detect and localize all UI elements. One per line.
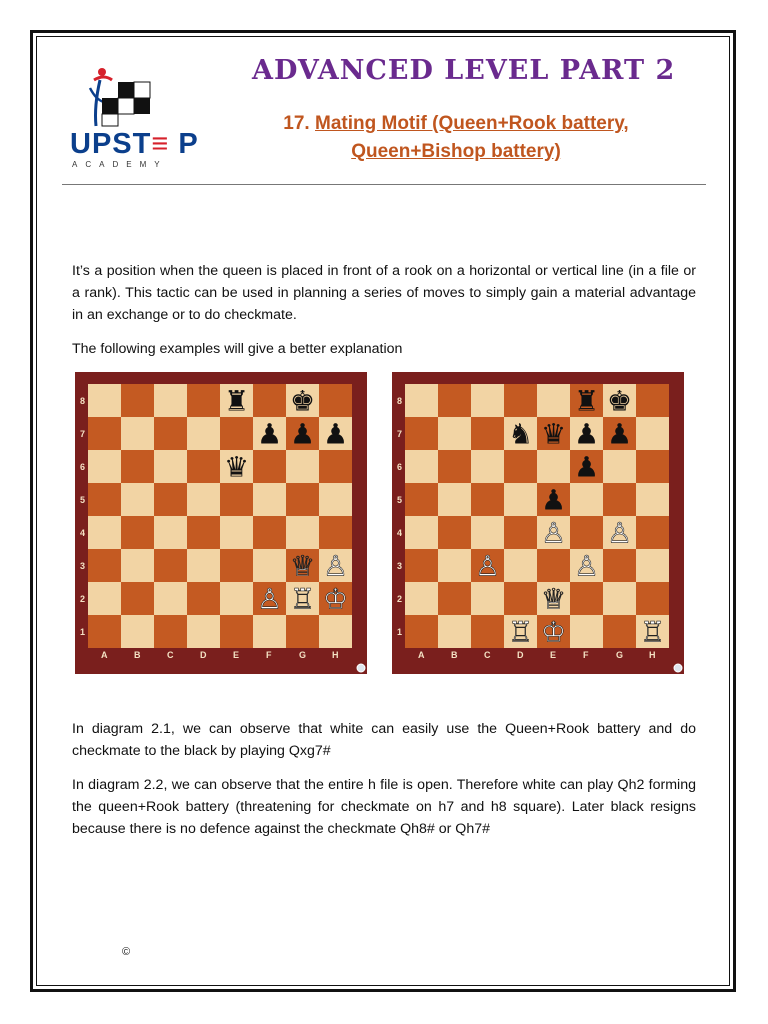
- section-subtitle: [222, 110, 690, 166]
- d2-piece-g8: ♚: [606, 384, 633, 418]
- board-square-b4: [121, 516, 154, 549]
- board-square-b6: [438, 450, 471, 483]
- board-square-f3: [253, 549, 286, 582]
- d2-piece-d1: ♖: [507, 615, 534, 649]
- file-label: G: [616, 650, 624, 660]
- rank-label: 3: [80, 561, 86, 571]
- board-square-g6: [603, 450, 636, 483]
- board-square-f8: [253, 384, 286, 417]
- board-square-f1: [253, 615, 286, 648]
- file-label: D: [517, 650, 524, 660]
- board-square-d4: [187, 516, 220, 549]
- board-square-h4: [636, 516, 669, 549]
- subtitle-line1: Mating Motif (Queen+Rook battery,: [315, 113, 629, 134]
- board-square-h2: [636, 582, 669, 615]
- logo-subtitle: ACADEMY: [72, 160, 168, 169]
- board-square-f4: [253, 516, 286, 549]
- d2-piece-e5: ♟: [540, 483, 567, 517]
- file-label: G: [299, 650, 307, 660]
- board-square-h6: [636, 450, 669, 483]
- rank-label: 4: [80, 528, 86, 538]
- d2-piece-f7: ♟: [573, 417, 600, 451]
- d1-piece-f2: ♙: [256, 582, 283, 616]
- file-label: B: [134, 650, 141, 660]
- page-title: ADVANCED LEVEL PART 2: [252, 55, 676, 86]
- rank-label: 4: [397, 528, 403, 538]
- file-label: D: [200, 650, 207, 660]
- board-square-a5: [405, 483, 438, 516]
- board-square-d4: [504, 516, 537, 549]
- rank-label: 6: [397, 462, 403, 472]
- board-square-c8: [154, 384, 187, 417]
- board-square-f1: [570, 615, 603, 648]
- board-square-g5: [286, 483, 319, 516]
- d2-piece-c3: ♙: [474, 549, 501, 583]
- subtitle-number: 17.: [283, 113, 315, 134]
- board-square-d3: [187, 549, 220, 582]
- board-square-a3: [88, 549, 121, 582]
- diagram1-paragraph: In diagram 2.1, we can observe that white can easily use the Queen+Rook battery and do checkmate to the black by playing Qxg7#: [72, 721, 696, 759]
- board-square-e8: [537, 384, 570, 417]
- rank-label: 7: [80, 429, 86, 439]
- board-square-b5: [438, 483, 471, 516]
- file-label: H: [649, 650, 656, 660]
- board-square-b8: [438, 384, 471, 417]
- d1-piece-h2: ♔: [322, 582, 349, 616]
- file-label: F: [583, 650, 589, 660]
- intro-paragraph: It’s a position when the queen is placed in front of a rook on a horizontal or vertical line (in a file or a rank). This tactic can be used in planning a series of moves to simply gain a material advantage in an exchange or to do checkmate.: [72, 263, 696, 323]
- file-label: C: [484, 650, 491, 660]
- file-label: A: [418, 650, 425, 660]
- board-square-e3: [220, 549, 253, 582]
- board-square-e4: [220, 516, 253, 549]
- d2-piece-e2: ♕: [540, 582, 567, 616]
- board-square-h4: [319, 516, 352, 549]
- board-square-c5: [471, 483, 504, 516]
- chess-diagram-2-1: [75, 372, 367, 674]
- d1-piece-h3: ♙: [322, 549, 349, 583]
- rank-label: 5: [397, 495, 403, 505]
- board-square-c2: [154, 582, 187, 615]
- d2-piece-e7: ♛: [540, 417, 567, 451]
- board-square-e2: [220, 582, 253, 615]
- file-label: E: [550, 650, 557, 660]
- chessboard-1: [75, 372, 367, 674]
- board-square-d7: [187, 417, 220, 450]
- board-square-g1: [603, 615, 636, 648]
- board-square-d8: [187, 384, 220, 417]
- file-label: C: [167, 650, 174, 660]
- board-square-a8: [405, 384, 438, 417]
- board-square-e5: [220, 483, 253, 516]
- rank-label: 6: [80, 462, 86, 472]
- d1-piece-f7: ♟: [256, 417, 283, 451]
- board-square-b3: [121, 549, 154, 582]
- rank-label: 2: [397, 594, 403, 604]
- d1-piece-g7: ♟: [289, 417, 316, 451]
- board-square-a7: [88, 417, 121, 450]
- file-label: B: [451, 650, 458, 660]
- board-square-d6: [504, 450, 537, 483]
- d2-piece-h1: ♖: [639, 615, 666, 649]
- d1-piece-e6: ♛: [223, 450, 250, 484]
- board-square-a3: [405, 549, 438, 582]
- file-label: E: [233, 650, 240, 660]
- board-square-e7: [220, 417, 253, 450]
- board-square-b1: [121, 615, 154, 648]
- d2-piece-f6: ♟: [573, 450, 600, 484]
- board-square-a7: [405, 417, 438, 450]
- d2-piece-d7: ♞: [507, 417, 534, 451]
- board-square-g2: [603, 582, 636, 615]
- board-square-d1: [187, 615, 220, 648]
- board-square-d2: [187, 582, 220, 615]
- board-square-b6: [121, 450, 154, 483]
- board-square-b7: [438, 417, 471, 450]
- logo-wordmark: UPST≡ P: [70, 128, 199, 160]
- d2-piece-g4: ♙: [606, 516, 633, 550]
- board-square-b1: [438, 615, 471, 648]
- board-square-h3: [636, 549, 669, 582]
- board-square-d8: [504, 384, 537, 417]
- d1-piece-g8: ♚: [289, 384, 316, 418]
- rank-label: 2: [80, 594, 86, 604]
- board-square-c4: [154, 516, 187, 549]
- board-square-h1: [319, 615, 352, 648]
- board-square-b3: [438, 549, 471, 582]
- board-square-c2: [471, 582, 504, 615]
- board-square-b4: [438, 516, 471, 549]
- board-square-h6: [319, 450, 352, 483]
- board-square-a1: [88, 615, 121, 648]
- board-square-b7: [121, 417, 154, 450]
- rank-label: 7: [397, 429, 403, 439]
- file-label: A: [101, 650, 108, 660]
- header-divider: [62, 184, 706, 185]
- d2-piece-e4: ♙: [540, 516, 567, 550]
- board-square-c5: [154, 483, 187, 516]
- side-to-move-icon: [674, 664, 682, 672]
- board-square-g1: [286, 615, 319, 648]
- board-square-c6: [471, 450, 504, 483]
- board-square-d6: [187, 450, 220, 483]
- board-square-d5: [187, 483, 220, 516]
- d2-piece-g7: ♟: [606, 417, 633, 451]
- board-square-a2: [405, 582, 438, 615]
- board-square-c4: [471, 516, 504, 549]
- examples-lead-paragraph: The following examples will give a better explanation: [72, 341, 403, 357]
- board-square-h8: [636, 384, 669, 417]
- board-square-c6: [154, 450, 187, 483]
- board-square-b2: [121, 582, 154, 615]
- file-label: F: [266, 650, 272, 660]
- rank-label: 8: [397, 396, 403, 406]
- board-square-a4: [405, 516, 438, 549]
- rank-label: 3: [397, 561, 403, 571]
- board-square-a4: [88, 516, 121, 549]
- d2-piece-f8: ♜: [573, 384, 600, 418]
- board-square-a1: [405, 615, 438, 648]
- board-square-a6: [88, 450, 121, 483]
- board-square-d3: [504, 549, 537, 582]
- side-to-move-icon: [357, 664, 365, 672]
- board-square-a8: [88, 384, 121, 417]
- rank-label: 1: [397, 627, 403, 637]
- board-square-g4: [286, 516, 319, 549]
- d1-piece-g3: ♕: [289, 549, 316, 583]
- d1-piece-h7: ♟: [322, 417, 349, 451]
- board-square-g3: [603, 549, 636, 582]
- board-square-b5: [121, 483, 154, 516]
- board-square-c1: [154, 615, 187, 648]
- board-square-d5: [504, 483, 537, 516]
- board-square-e6: [537, 450, 570, 483]
- board-square-c7: [154, 417, 187, 450]
- chessboard-2: [392, 372, 684, 674]
- board-square-f4: [570, 516, 603, 549]
- board-square-c1: [471, 615, 504, 648]
- board-square-c8: [471, 384, 504, 417]
- board-square-f2: [570, 582, 603, 615]
- board-square-b2: [438, 582, 471, 615]
- file-label: H: [332, 650, 339, 660]
- board-square-a5: [88, 483, 121, 516]
- d2-piece-f3: ♙: [573, 549, 600, 583]
- board-square-e1: [220, 615, 253, 648]
- board-square-e3: [537, 549, 570, 582]
- board-square-g6: [286, 450, 319, 483]
- board-square-a2: [88, 582, 121, 615]
- board-square-c3: [154, 549, 187, 582]
- rank-label: 5: [80, 495, 86, 505]
- d1-piece-e8: ♜: [223, 384, 250, 418]
- board-square-f5: [570, 483, 603, 516]
- board-square-b8: [121, 384, 154, 417]
- rank-label: 1: [80, 627, 86, 637]
- rank-label: 8: [80, 396, 86, 406]
- board-square-d2: [504, 582, 537, 615]
- board-square-g5: [603, 483, 636, 516]
- diagram2-paragraph: In diagram 2.2, we can observe that the entire h file is open. Therefore white can play Qh2 forming the queen+Rook battery (threatening for checkmate on h7 and h8 square). Later black resigns because there is no defence against the checkmate Qh8# or Qh7#: [72, 777, 696, 837]
- board-square-f5: [253, 483, 286, 516]
- chess-diagram-2-2: [392, 372, 684, 674]
- board-square-f6: [253, 450, 286, 483]
- board-square-h8: [319, 384, 352, 417]
- board-square-a6: [405, 450, 438, 483]
- d2-piece-e1: ♔: [540, 615, 567, 649]
- board-square-h5: [636, 483, 669, 516]
- board-square-h7: [636, 417, 669, 450]
- board-square-c7: [471, 417, 504, 450]
- subtitle-line2: Queen+Bishop battery): [351, 141, 561, 162]
- d1-piece-g2: ♖: [289, 582, 316, 616]
- board-square-h5: [319, 483, 352, 516]
- copyright-mark: ©: [122, 946, 131, 958]
